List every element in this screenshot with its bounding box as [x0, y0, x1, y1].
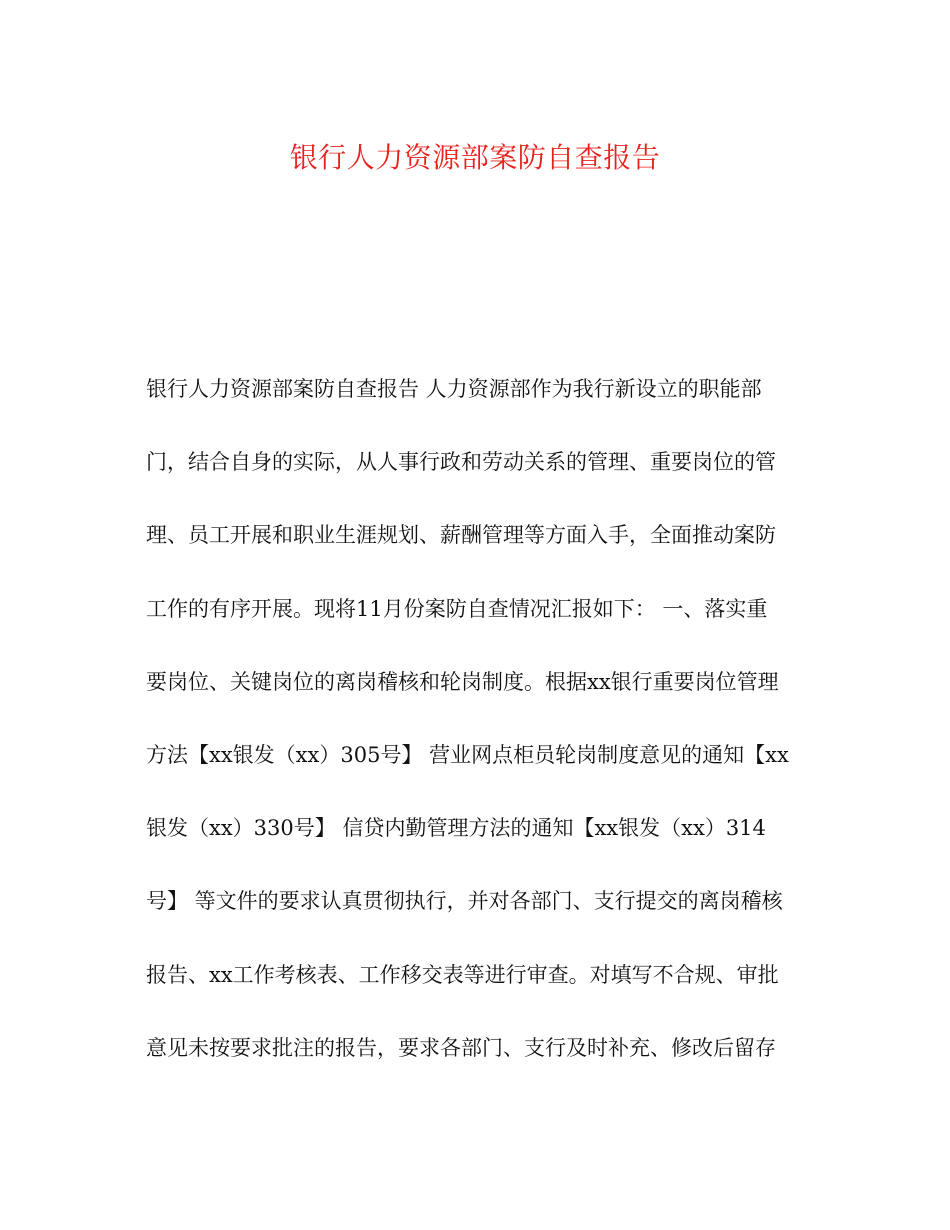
document-body — [146, 364, 816, 1096]
body-line: 要岗位、关键岗位的离岗稽核和轮岗制度。根据xx银行重要岗位管理 — [146, 669, 779, 694]
body-line: 银发（xx）330号】 信贷内勤管理方法的通知【xx银发（xx）314 — [146, 816, 766, 841]
body-line: 门，结合自身的实际，从人事行政和劳动关系的管理、重要岗位的管 — [146, 450, 776, 475]
body-line: 报告、xx工作考核表、工作移交表等进行审查。对填写不合规、审批 — [146, 962, 779, 987]
body-line: 号】 等文件的要求认真贯彻执行，并对各部门、支行提交的离岗稽核 — [146, 889, 783, 914]
body-line: 理、员工开展和职业生涯规划、薪酬管理等方面入手，全面推动案防 — [146, 523, 776, 548]
body-line: 方法【xx银发（xx）305号】 营业网点柜员轮岗制度意见的通知【xx — [146, 742, 789, 767]
document-title: 银行人力资源部案防自查报告 — [289, 141, 661, 174]
body-line: 意见未按要求批注的报告，要求各部门、支行及时补充、修改后留存 — [146, 1035, 776, 1060]
body-line: 工作的有序开展。现将11月份案防自查情况汇报如下： 一、落实重 — [146, 596, 768, 621]
body-line: 银行人力资源部案防自查报告 人力资源部作为我行新设立的职能部 — [146, 377, 762, 401]
